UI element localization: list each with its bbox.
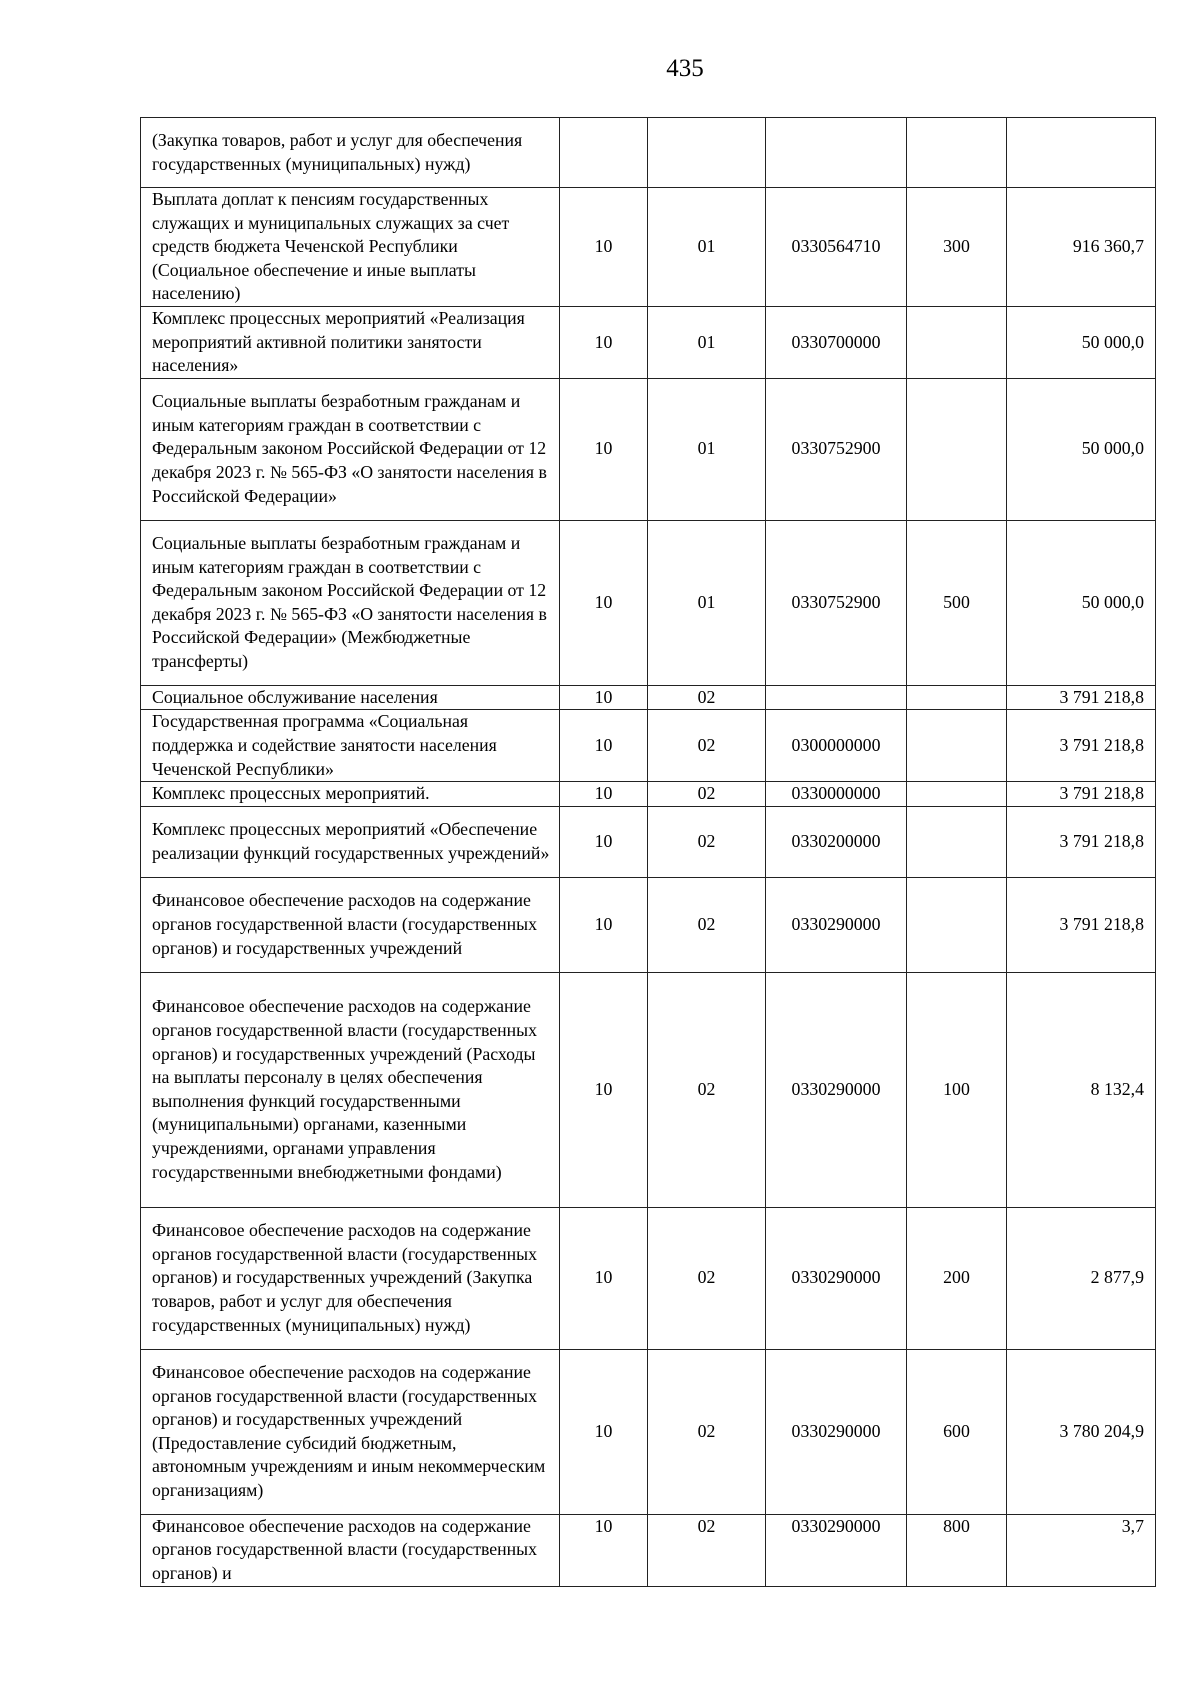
row-name: Социальные выплаты безработным гражданам и иным категориям граждан в соответствии с Федеральным законом Российской Федерации от 12 декабря 2023 г. № 565-ФЗ «О занятости населения в Российской Федерации» (Межбюджетные трансферты) [141,520,560,685]
row-amount: 3 791 218,8 [1007,877,1156,972]
budget-table-body [141,118,1156,1587]
table-row [141,188,1156,307]
row-name: Финансовое обеспечение расходов на содержание органов государственной власти (государственных органов) и [141,1514,560,1586]
table-row [141,378,1156,520]
table-row [141,1207,1156,1349]
row-section: 10 [560,782,648,807]
row-target-code: 0330290000 [766,1514,907,1586]
table-row [141,685,1156,710]
row-section: 10 [560,1349,648,1514]
table-row [141,520,1156,685]
table-row [141,710,1156,782]
row-expense-type: 200 [907,1207,1007,1349]
row-name: Финансовое обеспечение расходов на содержание органов государственной власти (государственных органов) и государственных учреждений [141,877,560,972]
row-subsection: 02 [648,710,766,782]
row-target-code [766,118,907,188]
row-expense-type [907,877,1007,972]
row-subsection: 02 [648,806,766,877]
row-subsection: 01 [648,520,766,685]
page-number: 435 [666,55,704,82]
row-target-code: 0330752900 [766,520,907,685]
row-expense-type [907,782,1007,807]
row-subsection: 01 [648,188,766,307]
row-target-code: 0330290000 [766,1207,907,1349]
row-target-code: 0330700000 [766,306,907,378]
table-row [141,306,1156,378]
row-target-code: 0330752900 [766,378,907,520]
row-section: 10 [560,1207,648,1349]
row-name: Финансовое обеспечение расходов на содержание органов государственной власти (государственных органов) и государственных учреждений (Предоставление субсидий бюджетным, автономным учреждениям и иным некоммерческим организациям) [141,1349,560,1514]
row-target-code: 0330200000 [766,806,907,877]
row-target-code: 0330290000 [766,877,907,972]
table-row [141,782,1156,807]
row-subsection: 01 [648,378,766,520]
row-expense-type: 600 [907,1349,1007,1514]
row-name: Комплекс процессных мероприятий «Обеспечение реализации функций государственных учреждений» [141,806,560,877]
row-expense-type: 800 [907,1514,1007,1586]
row-target-code: 0330290000 [766,1349,907,1514]
row-target-code: 0330000000 [766,782,907,807]
row-section: 10 [560,188,648,307]
row-subsection: 02 [648,877,766,972]
row-expense-type: 100 [907,972,1007,1207]
row-name: Выплата доплат к пенсиям государственных служащих и муниципальных служащих за счет средств бюджета Чеченской Республики (Социальное обеспечение и иные выплаты населению) [141,188,560,307]
table-row [141,1349,1156,1514]
row-amount: 2 877,9 [1007,1207,1156,1349]
row-name: Социальное обслуживание населения [141,685,560,710]
row-subsection [648,118,766,188]
row-section: 10 [560,710,648,782]
row-amount [1007,118,1156,188]
row-amount: 3 780 204,9 [1007,1349,1156,1514]
row-subsection: 02 [648,1207,766,1349]
row-name: (Закупка товаров, работ и услуг для обеспечения государственных (муниципальных) нужд) [141,118,560,188]
row-section: 10 [560,806,648,877]
row-amount: 3 791 218,8 [1007,710,1156,782]
budget-table [140,117,1156,1587]
table-row [141,877,1156,972]
table-row [141,806,1156,877]
row-expense-type: 300 [907,188,1007,307]
row-section: 10 [560,972,648,1207]
row-name: Комплекс процессных мероприятий. [141,782,560,807]
row-section: 10 [560,378,648,520]
row-name: Государственная программа «Социальная поддержка и содействие занятости населения Чеченской Республики» [141,710,560,782]
row-subsection: 02 [648,1349,766,1514]
row-expense-type [907,710,1007,782]
row-section: 10 [560,877,648,972]
row-name: Финансовое обеспечение расходов на содержание органов государственной власти (государственных органов) и государственных учреждений (Закупка товаров, работ и услуг для обеспечения государственных (муниципальных) нужд) [141,1207,560,1349]
row-section [560,118,648,188]
row-amount: 916 360,7 [1007,188,1156,307]
row-amount: 50 000,0 [1007,306,1156,378]
row-amount: 3 791 218,8 [1007,685,1156,710]
row-amount: 50 000,0 [1007,378,1156,520]
row-expense-type [907,685,1007,710]
table-row [141,972,1156,1207]
row-amount: 8 132,4 [1007,972,1156,1207]
row-section: 10 [560,520,648,685]
row-name: Финансовое обеспечение расходов на содержание органов государственной власти (государственных органов) и государственных учреждений (Расходы на выплаты персоналу в целях обеспечения выполнения функций государственными (муниципальными) органами, казенными учреждениями, органами управления государственными внебюджетными фондами) [141,972,560,1207]
table-row [141,118,1156,188]
row-section: 10 [560,1514,648,1586]
row-target-code [766,685,907,710]
row-name: Социальные выплаты безработным гражданам и иным категориям граждан в соответствии с Федеральным законом Российской Федерации от 12 декабря 2023 г. № 565-ФЗ «О занятости населения в Российской Федерации» [141,378,560,520]
row-expense-type: 500 [907,520,1007,685]
row-amount: 3 791 218,8 [1007,782,1156,807]
row-subsection: 02 [648,972,766,1207]
row-subsection: 02 [648,782,766,807]
row-expense-type [907,118,1007,188]
row-expense-type [907,378,1007,520]
row-amount: 50 000,0 [1007,520,1156,685]
row-target-code: 0300000000 [766,710,907,782]
row-amount: 3,7 [1007,1514,1156,1586]
row-name: Комплекс процессных мероприятий «Реализация мероприятий активной политики занятости населения» [141,306,560,378]
row-subsection: 02 [648,685,766,710]
row-target-code: 0330290000 [766,972,907,1207]
row-target-code: 0330564710 [766,188,907,307]
row-section: 10 [560,685,648,710]
table-row [141,1514,1156,1586]
row-expense-type [907,806,1007,877]
row-subsection: 01 [648,306,766,378]
row-section: 10 [560,306,648,378]
row-amount: 3 791 218,8 [1007,806,1156,877]
row-expense-type [907,306,1007,378]
row-subsection: 02 [648,1514,766,1586]
